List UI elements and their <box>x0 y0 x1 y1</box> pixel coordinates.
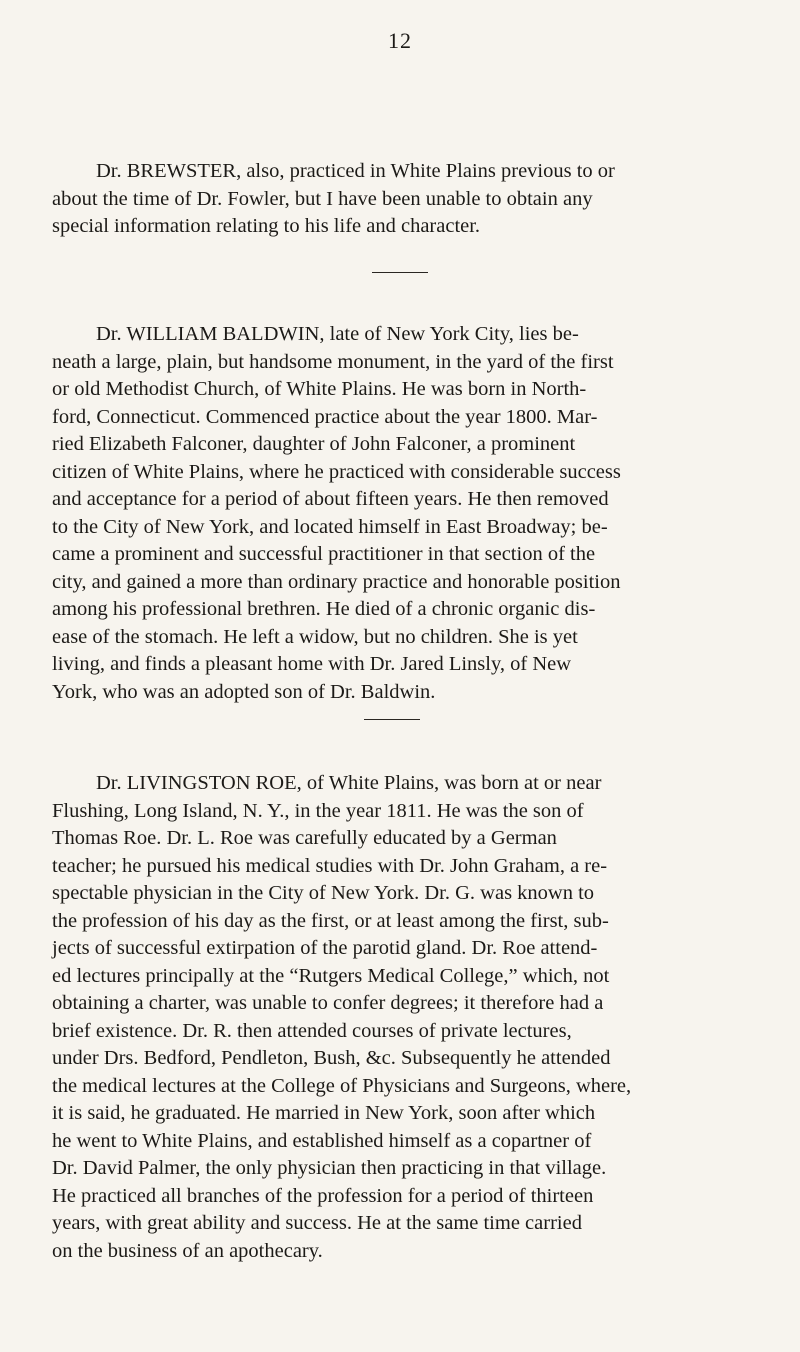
paragraph-roe: Dr. LIVINGSTON ROE, of White Plains, was born at or near Flushing, Long Island, N. Y., in the year 1811. He was the son of Thomas Roe. Dr. L. Roe was carefully educated by a German teacher; he pursued his medical studies with Dr. John Graham, a re- spectable physician in the City of New York. Dr. G. was known to the profession of his day as the first, or at least among the first, sub- jects of successful extirpation of the parotid gland. Dr. Roe attend- ed lectures principally at the “Rutgers Medical College,” which, not obtaining a charter, was unable to confer degrees; it therefore had a brief existence. Dr. R. then attended courses of private lectures, under Drs. Bedford, Pendleton, Bush, &c. Subsequently he attended the medical lectures at the College of Physicians and Surgeons, where, it is said, he graduated. He married in New York, soon after which he went to White Plains, and established himself as a copartner of Dr. David Palmer, the only physician then practicing in that village. He practiced all branches of the profession for a period of thirteen years, with great ability and success. He at the same time carried on the business of an apothecary. <box>52 772 632 1262</box>
section-divider <box>372 272 428 273</box>
section-divider <box>364 719 420 720</box>
paragraph-baldwin: Dr. WILLIAM BALDWIN, late of New York City, lies be- neath a large, plain, but handsome monument, in the yard of the first or old Methodist Church, of White Plains. He was born in North- ford, Connecticut. Commenced practice about the year 1800. Mar- ried Elizabeth Falconer, daughter of John Falconer, a prominent citizen of White Plains, where he practiced with considerable success and acceptance for a period of about fifteen years. He then removed to the City of New York, and located himself in East Broadway; be- came a prominent and successful practitioner in that section of the city, and gained a more than ordinary practice and honorable position among his professional brethren. He died of a chronic organic dis- ease of the stomach. He left a widow, but no children. She is yet living, and finds a pleasant home with Dr. Jared Linsly, of New York, who was an adopted son of Dr. Baldwin. <box>52 323 621 703</box>
paragraph-brewster: Dr. BREWSTER, also, practiced in White Plains previous to or about the time of Dr. Fowler, but I have been unable to obtain any special information relating to his life and character. <box>52 160 615 237</box>
page-number: 12 <box>388 28 412 53</box>
section-roe <box>52 770 746 1265</box>
section-baldwin <box>52 321 746 706</box>
section-brewster <box>52 158 746 241</box>
